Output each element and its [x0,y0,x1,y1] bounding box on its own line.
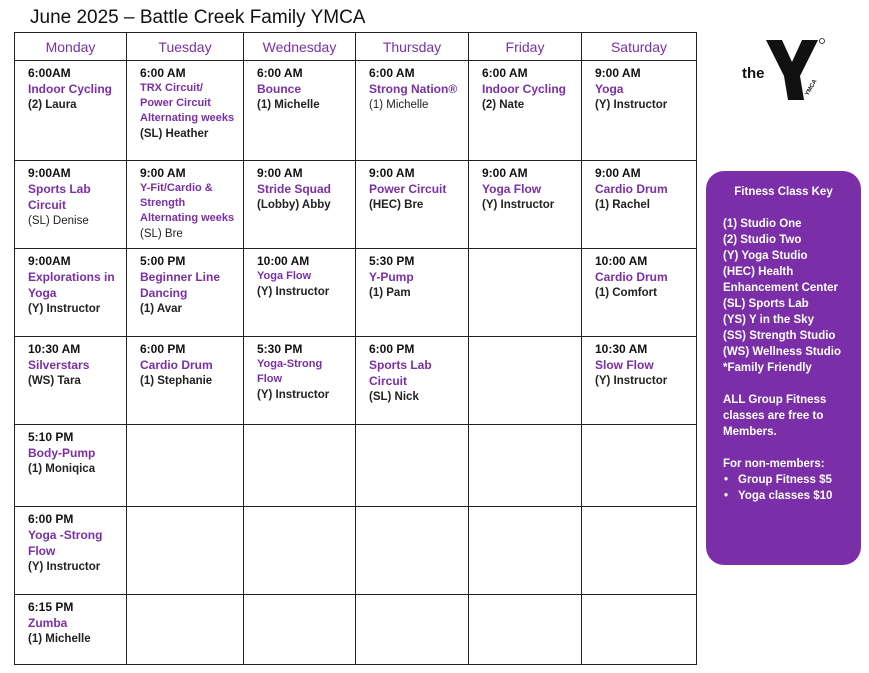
class-cell [469,425,582,507]
class-time: 6:00 PM [369,342,415,356]
class-cell [244,161,356,249]
class-name: Silverstars [28,358,90,372]
class-room: (Y) Instructor [28,303,101,315]
key-item: (SS) Strength Studio [723,330,836,342]
class-name: Indoor Cycling [28,82,112,96]
class-cell [15,337,127,425]
day-header-monday: Monday [15,33,127,61]
class-name: Yoga [595,82,624,96]
key-items [723,216,853,376]
class-name: Beginner Line Dancing [140,270,221,300]
schedule-row [15,161,697,249]
class-name: Strong Nation® [369,82,458,96]
class-cell [244,595,356,665]
key-nonmember-label: For non-members: [723,458,825,470]
logo-small-text: YMCA [804,78,819,97]
class-time: 9:00 AM [369,166,415,180]
schedule-row [15,595,697,665]
class-room: (Y) Instructor [595,99,668,111]
class-cell [356,595,469,665]
class-cell [582,425,697,507]
fitness-class-key [706,171,861,565]
class-room: (SL) Bre [140,228,183,240]
class-time: 5:30 PM [257,342,303,356]
class-room: (2) Laura [28,99,77,111]
class-cell [244,249,356,337]
ymca-logo-graphic [738,36,828,102]
class-cell [356,61,469,161]
class-time: 6:00 AM [140,66,186,80]
class-cell [469,161,582,249]
key-item: (WS) Wellness Studio [723,346,841,358]
class-room: (1) Stephanie [140,375,213,387]
class-room: (1) Moniqica [28,463,96,475]
class-name: Yoga Flow [257,270,312,282]
schedule-row [15,249,697,337]
class-room: (1) Comfort [595,287,657,299]
class-room: (Y) Instructor [482,199,555,211]
key-item: *Family Friendly [723,362,812,374]
day-header-saturday: Saturday [582,33,697,61]
class-cell [127,595,244,665]
class-cell [244,507,356,595]
class-room: (1) Rachel [595,199,650,211]
class-cell [356,249,469,337]
class-time: 10:00 AM [595,254,648,268]
class-room: (SL) Nick [369,391,419,403]
class-name: Explorations in Yoga [28,270,115,300]
class-name: Yoga-Strong Flow [257,358,323,385]
class-name: Y-Pump [369,270,414,284]
class-room: (1) Michelle [28,633,91,645]
schedule-row [15,425,697,507]
key-item: (2) Studio Two [723,234,802,246]
class-room: (SL) Heather [140,128,209,140]
key-free-line: ALL Group Fitness [723,394,827,406]
class-cell [356,161,469,249]
class-cell [469,595,582,665]
class-cell [356,337,469,425]
class-name: Stride Squad [257,182,332,196]
class-name: Bounce [257,82,302,96]
class-name: Zumba [28,616,68,630]
class-name: Cardio Drum [595,182,668,196]
class-time: 6:00 PM [140,342,186,356]
class-time: 9:00 AM [482,166,528,180]
class-cell [582,595,697,665]
schedule-table [14,32,697,665]
class-name: Sports Lab Circuit [28,182,91,212]
class-room: (1) Pam [369,287,411,299]
day-header-friday: Friday [469,33,582,61]
class-room: (1) Michelle [369,99,429,111]
class-time: 5:10 PM [28,430,74,444]
class-cell [469,249,582,337]
ymca-logo [738,36,828,102]
class-time: 9:00AM [28,166,71,180]
class-cell [244,337,356,425]
schedule-row [15,507,697,595]
class-room: (Lobby) Abby [257,199,331,211]
class-cell [127,249,244,337]
page-title: June 2025 – Battle Creek Family YMCA [30,7,366,28]
class-room: (2) Nate [482,99,525,111]
class-cell [15,61,127,161]
class-cell [15,425,127,507]
class-name: TRX Circuit/ Power Circuit Alternating weeks [140,82,235,124]
key-item: (YS) Y in the Sky [723,314,814,326]
class-room: (Y) Instructor [257,389,330,401]
class-time: 10:30 AM [28,342,81,356]
key-price-item [724,472,853,488]
key-free-line: classes are free to [723,410,824,422]
class-name: Body-Pump [28,446,96,460]
class-name: Power Circuit [369,182,447,196]
key-item: Enhancement Center [723,282,839,294]
key-title: Fitness Class Key [734,186,833,198]
class-cell [15,249,127,337]
class-room: (Y) Instructor [28,561,101,573]
class-time: 10:00 AM [257,254,310,268]
class-cell [127,61,244,161]
class-time: 9:00 AM [140,166,186,180]
class-cell [469,61,582,161]
class-room: (SL) Denise [28,215,89,227]
class-cell [15,595,127,665]
key-item: (SL) Sports Lab [723,298,809,310]
class-room: (1) Avar [140,303,182,315]
schedule-row [15,337,697,425]
class-cell [469,507,582,595]
class-room: (1) Michelle [257,99,320,111]
class-name: Y-Fit/Cardio & Strength Alternating weeks [140,182,235,224]
key-price-item [724,488,853,504]
class-name: Slow Flow [595,358,654,372]
logo-word: the [742,65,765,82]
class-cell [127,507,244,595]
class-time: 9:00AM [28,254,71,268]
key-item: (HEC) Health [723,266,794,278]
class-cell [244,425,356,507]
class-time: 9:00 AM [595,66,641,80]
class-time: 6:00AM [28,66,71,80]
class-name: Cardio Drum [140,358,213,372]
bullet-icon: • [724,490,729,502]
class-cell [582,161,697,249]
class-name: Sports Lab Circuit [369,358,432,388]
class-name: Yoga -Strong Flow [28,528,103,558]
class-time: 6:15 PM [28,600,74,614]
day-header-wednesday: Wednesday [244,33,356,61]
day-header-tuesday: Tuesday [127,33,244,61]
day-header-row [15,33,697,61]
class-cell [127,425,244,507]
class-time: 9:00 AM [257,166,303,180]
key-price-text: Group Fitness $5 [738,474,832,486]
class-name: Indoor Cycling [482,82,566,96]
key-free-note [723,392,853,440]
class-room: (HEC) Bre [369,199,424,211]
class-room: (Y) Instructor [595,375,668,387]
class-room: (Y) Instructor [257,286,330,298]
day-header-thursday: Thursday [356,33,469,61]
class-cell [356,425,469,507]
bullet-icon: • [724,474,729,486]
class-cell [127,337,244,425]
class-cell [582,249,697,337]
class-cell [582,337,697,425]
class-cell [15,161,127,249]
key-free-line: Members. [723,426,777,438]
schedule-row [15,61,697,161]
registered-mark [820,39,825,44]
class-name: Yoga Flow [482,182,542,196]
class-cell [582,507,697,595]
class-room: (WS) Tara [28,375,81,387]
key-prices [723,472,853,504]
class-cell [582,61,697,161]
class-cell [127,161,244,249]
key-price-text: Yoga classes $10 [738,490,833,502]
class-time: 6:00 PM [28,512,74,526]
class-time: 9:00 AM [595,166,641,180]
class-time: 10:30 AM [595,342,648,356]
class-cell [244,61,356,161]
key-item: (Y) Yoga Studio [723,250,808,262]
class-cell [469,337,582,425]
class-time: 5:00 PM [140,254,186,268]
class-cell [15,507,127,595]
class-time: 6:00 AM [482,66,528,80]
class-name: Cardio Drum [595,270,668,284]
class-time: 5:30 PM [369,254,415,268]
class-time: 6:00 AM [369,66,415,80]
class-cell [356,507,469,595]
class-time: 6:00 AM [257,66,303,80]
key-item: (1) Studio One [723,218,802,230]
